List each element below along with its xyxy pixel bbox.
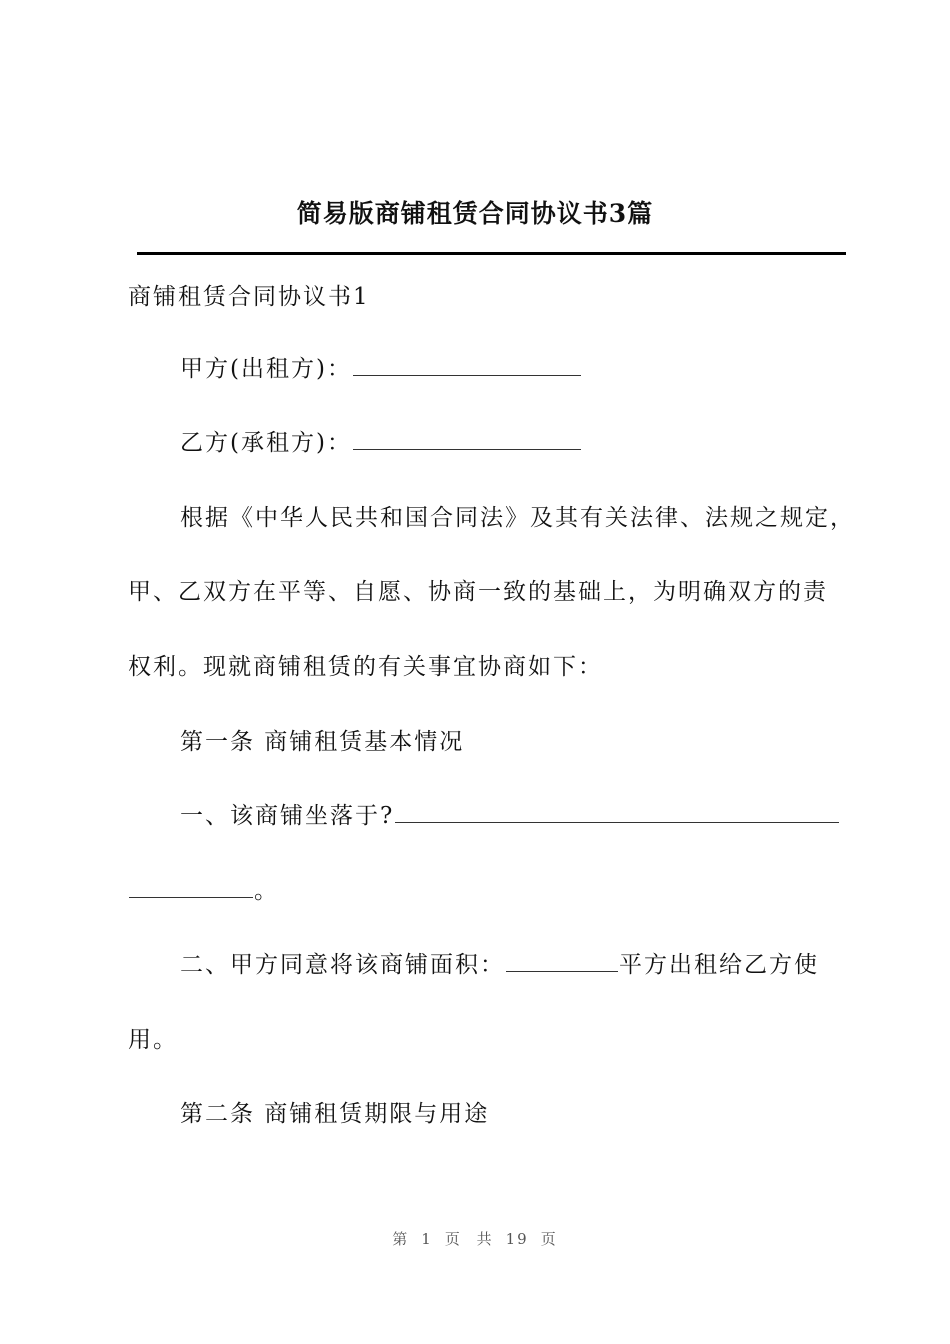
preamble-line-2: 甲、乙双方在平等、自愿、协商一致的基础上，为明确双方的责 — [128, 579, 828, 605]
item-1-line — [180, 799, 840, 833]
item-2-line — [180, 948, 819, 982]
party-a-blank — [353, 353, 581, 376]
document-title: 简易版商铺租赁合同协议书3篇 — [296, 199, 654, 228]
item-1-end: 。 — [254, 878, 279, 904]
party-a-line — [180, 352, 582, 386]
preamble-line-1: 根据《中华人民共和国合同法》及其有关法律、法规之规定， — [180, 505, 855, 531]
title-divider — [137, 252, 846, 255]
party-b-line — [180, 426, 582, 460]
party-b-blank — [353, 427, 581, 450]
item-2-suffix: 平方出租给乙方使 — [619, 952, 819, 978]
party-a-label: 甲方(出租方)： — [180, 356, 352, 382]
item-2-area-blank — [506, 949, 618, 972]
footer-page-label: 第 — [392, 1230, 410, 1248]
footer-total-pages: 19 — [505, 1230, 529, 1248]
footer-of-label: 页 共 — [444, 1230, 494, 1248]
item-1-prefix: 一、该商铺坐落于? — [180, 803, 395, 829]
footer-end-label: 页 — [540, 1230, 558, 1248]
item-1-blank — [395, 800, 839, 823]
article-1-title: 第一条 商铺租赁基本情况 — [180, 729, 465, 755]
preamble-line-3: 权利。现就商铺租赁的有关事宜协商如下： — [128, 654, 603, 680]
party-b-label: 乙方(承租方)： — [180, 430, 352, 456]
page-footer — [0, 1228, 950, 1249]
item-2-continued: 用。 — [128, 1027, 178, 1053]
article-2-title: 第二条 商铺租赁期限与用途 — [180, 1101, 490, 1127]
item-1-blank-continued — [129, 875, 253, 898]
item-2-prefix: 二、甲方同意将该商铺面积： — [180, 952, 505, 978]
section-heading: 商铺租赁合同协议书1 — [128, 284, 370, 310]
item-1-continued — [128, 874, 279, 908]
footer-current-page: 1 — [421, 1230, 433, 1248]
